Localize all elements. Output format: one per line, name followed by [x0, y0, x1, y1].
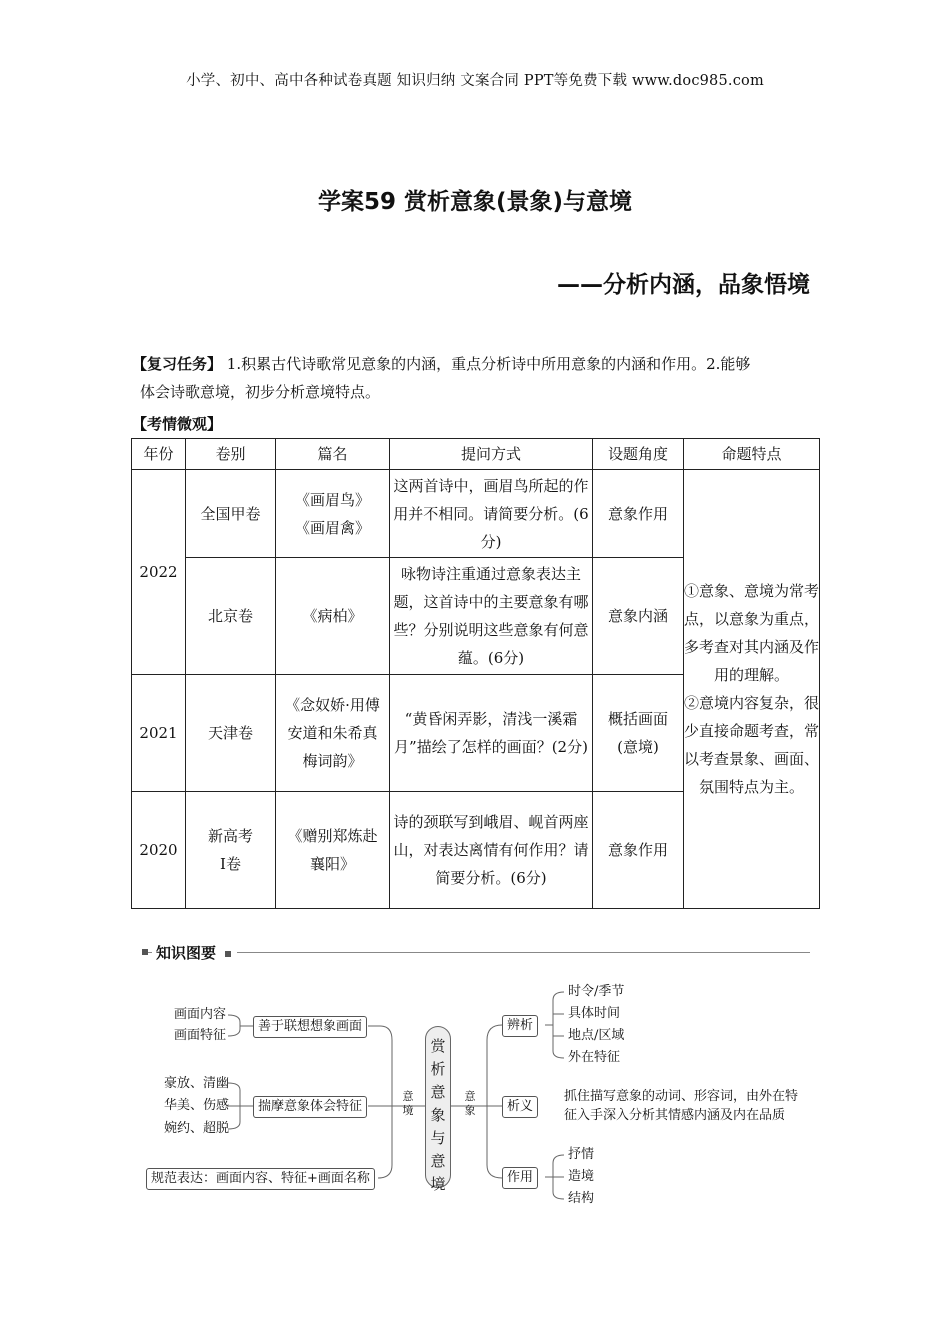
- page-title: 学案59 赏析意象(景象)与意境: [317, 189, 633, 215]
- cell-angle: 意象作用: [593, 792, 684, 909]
- map-left-item: 豪放、清幽: [164, 1076, 230, 1091]
- cell-angle: 意象作用: [593, 470, 684, 558]
- cell-title-line: 《画眉鸟》: [294, 490, 370, 509]
- cell-paper-line: 新高考: [207, 827, 253, 845]
- map-left-item: 华美、伤感: [164, 1098, 230, 1113]
- cell-year: 2021: [132, 675, 186, 792]
- header-year: 年份: [132, 439, 186, 470]
- connector-line: [228, 1015, 240, 1036]
- map-connector-left: 意境: [402, 1090, 414, 1117]
- connector-line: [378, 1026, 392, 1178]
- cell-title: 《赠别郑炼赴襄阳》: [276, 792, 390, 909]
- map-meaning-text: 征入手深入分析其情感内涵及内在品质: [564, 1108, 786, 1123]
- knowledge-map-heading-text: 知识图要: [156, 944, 217, 962]
- exam-label: 【考情微观】: [132, 415, 223, 433]
- cell-title-line: 《画眉禽》: [294, 518, 370, 537]
- header-title: 篇名: [276, 439, 390, 470]
- map-right-item: 地点/区域: [568, 1028, 625, 1043]
- header-question: 提问方式: [390, 439, 593, 470]
- map-left-item: 画面特征: [174, 1028, 227, 1043]
- page-subtitle: ——分析内涵，品象悟境: [557, 272, 810, 298]
- map-right-item: 具体时间: [568, 1006, 621, 1021]
- connector-line: [487, 1025, 502, 1178]
- cell-paper: 北京卷: [186, 558, 276, 675]
- map-right-item: 结构: [568, 1191, 595, 1206]
- review-task-label: 【复习任务】: [132, 355, 223, 373]
- connector-line: [553, 992, 564, 1058]
- map-meaning-text: 抓住描写意象的动词、形容词，由外在特: [564, 1089, 799, 1104]
- cell-paper: 天津卷: [186, 675, 276, 792]
- header-paper: 卷别: [186, 439, 276, 470]
- cell-angle-line: (意境): [617, 738, 659, 756]
- header-feature: 命题特点: [684, 439, 820, 470]
- cell-question: 这两首诗中，画眉鸟所起的作用并不相同。请简要分析。(6分): [390, 470, 593, 558]
- cell-question: 咏物诗注重通过意象表达主题，这首诗中的主要意象有哪些？分别说明这些意象有何意蕴。(6分): [390, 558, 593, 675]
- map-right-item: 时令/季节: [568, 984, 625, 999]
- feature-point-2: ②意境内容复杂，很少直接命题考查，常以考查景象、画面、氛围特点为主。: [684, 694, 820, 796]
- map-right-item: 抒情: [568, 1147, 595, 1162]
- cell-title: 《病柏》: [276, 558, 390, 675]
- cell-paper: 全国甲卷: [186, 470, 276, 558]
- map-box-meaning: 析义: [502, 1096, 538, 1118]
- cell-year: 2020: [132, 792, 186, 909]
- map-box-imagine: 善于联想想象画面: [253, 1016, 367, 1038]
- map-box-feature: 揣摩意象体会特征: [253, 1096, 367, 1118]
- cell-year: 2022: [132, 470, 186, 675]
- cell-question: 诗的颈联写到峨眉、岘首两座山，对表达离情有何作用？请简要分析。(6分): [390, 792, 593, 909]
- map-left-item: 画面内容: [174, 1007, 227, 1022]
- map-connector-right: 意象: [464, 1090, 476, 1117]
- map-box-function: 作用: [502, 1167, 538, 1189]
- cell-title: 《念奴娇·用傅安道和朱希真梅词韵》: [276, 675, 390, 792]
- map-left-item: 婉约、超脱: [164, 1121, 230, 1136]
- map-box-expression: 规范表达：画面内容、特征+画面名称: [146, 1168, 375, 1190]
- page-header: 小学、初中、高中各种试卷真题 知识归纳 文案合同 PPT等免费下载 www.doc985.com: [186, 73, 764, 89]
- review-task-line1: 1.积累古代诗歌常见意象的内涵，重点分析诗中所用意象的内涵和作用。2.能够: [222, 355, 751, 373]
- cell-paper-line: Ⅰ卷: [220, 855, 241, 873]
- cell-angle-line: 概括画面: [607, 710, 668, 728]
- map-box-distinguish: 辨析: [502, 1015, 538, 1037]
- review-task-line2: 体会诗歌意境，初步分析意境特点。: [140, 383, 381, 401]
- cell-question: “黄昏闲弄影，清浅一溪霜月”描绘了怎样的画面？(2分): [390, 675, 593, 792]
- map-right-item: 外在特征: [568, 1050, 621, 1065]
- feature-point-1: ①意象、意境为常考点，以意象为重点，多考查对其内涵及作用的理解。: [684, 582, 820, 684]
- header-angle: 设题角度: [593, 439, 684, 470]
- cell-angle: 意象内涵: [593, 558, 684, 675]
- map-right-item: 造境: [568, 1169, 595, 1184]
- map-center-topic: 赏析意象与意境: [425, 1026, 451, 1188]
